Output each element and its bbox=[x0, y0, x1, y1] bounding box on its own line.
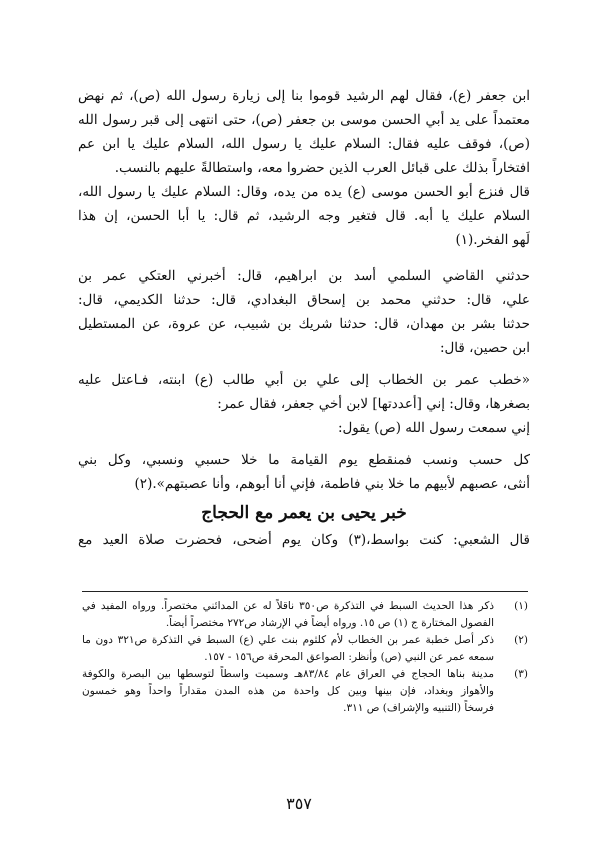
footnote-line: والأهواز وبغداد، فإن بينها وبين كل واحدة من هذه المدن مقداراً واحداً وهو خمسون bbox=[82, 685, 494, 697]
paragraph-2 bbox=[78, 180, 530, 252]
footnote-3 bbox=[82, 666, 528, 717]
main-text-block bbox=[78, 84, 530, 552]
page-number: ٣٥٧ bbox=[286, 794, 312, 813]
text-line: إني سمعت رسول الله (ص) يقول: bbox=[337, 420, 530, 436]
footnote-line: ذكر أصل خطبة عمر بن الخطاب لأم كلثوم بنت علي (ع) السبط في التذكرة ص٣٢١ دون ما bbox=[82, 634, 494, 646]
section-heading: خبر يحيى بن يعمر مع الحجاج bbox=[201, 503, 407, 523]
footnote-number: (١) bbox=[514, 600, 528, 612]
footnote-number: (٢) bbox=[514, 634, 528, 646]
text-line: كل حسب ونسب فمنقطع يوم القيامة ما خلا حسبي ونسبي، وكل بني bbox=[78, 452, 530, 468]
text-line: «خطب عمر بن الخطاب إلى علي بن أبي طالب (ع) ابنته، فـاعتل عليه bbox=[78, 372, 530, 388]
paragraph-5 bbox=[78, 448, 530, 496]
paragraph-3 bbox=[78, 264, 530, 360]
footnote-line: ذكر هذا الحديث السبط في التذكرة ص٣٥٠ ناقلاً له عن المدائني مختصراً. ورواه المفيد في bbox=[82, 600, 494, 612]
footnote-line: سمعه عمر عن النبي (ص) وأنظر: الصواعق المحرقة ص١٥٦ - ١٥٧. bbox=[204, 651, 494, 663]
footnote-line: الفصول المختارة ج (١) ص ١٥. ورواه أيضاً في الإرشاد ص٢٧٢ مختصراً أيضاً. bbox=[165, 617, 494, 629]
text-line: ابن جعفر (ع)، فقال لهم الرشيد قوموا بنا إلى زيارة رسول الله (ص)، ثم نهض bbox=[78, 88, 530, 104]
footnote-line: مدينة بناها الحجاج في العراق عام ٨٣/٨٤هـ وسميت واسطاً لتوسطها بين البصرة والكوفة bbox=[82, 668, 494, 680]
text-line: لَهو الفخر.(١) bbox=[455, 232, 530, 248]
paragraph-6 bbox=[78, 528, 530, 552]
text-line: افتخاراً بذلك على قبائل العرب الذين حضروا معه، واستطالةً عليهم بالنسب. bbox=[114, 160, 530, 176]
text-line: أنثى، عصبهم لأبيهم ما خلا بني فاطمة، فإني أنا أبوهم، وأنا عصبتهم».(٢) bbox=[134, 476, 530, 492]
text-line: ابن حصين، قال: bbox=[439, 340, 530, 356]
text-line: قال الشعبي: كنت بواسط،(٣) وكان يوم أضحى، فحضرت صلاة العيد مع bbox=[78, 532, 530, 548]
footnote-line: فرسخاً (التنبيه والإشراف) ص ٣١١. bbox=[343, 702, 494, 714]
text-line: السلام عليك يا أبه. قال فتغير وجه الرشيد، ثم قال: يا أبا الحسن، إن هذا bbox=[78, 208, 530, 224]
text-line: (ص)، فوقف عليه فقال: السلام عليك يا رسول الله، السلام عليك يا ابن عم bbox=[78, 136, 530, 152]
paragraph-4 bbox=[78, 368, 530, 440]
text-line: معتمداً على يد أبي الحسن موسى بن جعفر (ص)، حتى انتهى إلى قبر رسول الله bbox=[78, 112, 530, 128]
footnotes bbox=[82, 598, 528, 717]
footnote-number: (٣) bbox=[514, 668, 528, 680]
text-line: حدثني القاضي السلمي أسد بن ابراهيم، قال: أخبرني العتكي عمر بن bbox=[78, 268, 530, 284]
text-line: بصغرها، وقال: إني [أعددتها] لابن أخي جعفر، فقال عمر: bbox=[217, 396, 530, 412]
footnote-2 bbox=[82, 632, 528, 666]
footnote-divider bbox=[82, 591, 528, 592]
paragraph-1 bbox=[78, 84, 530, 180]
text-line: قال فنزع أبو الحسن موسى (ع) يده من يده، وقال: السلام عليك يا رسول الله، bbox=[78, 184, 530, 200]
text-line: علي، قال: حدثني محمد بن إسحاق البغدادي، قال: حدثنا الكديمي، قال: bbox=[78, 292, 530, 308]
footnote-1 bbox=[82, 598, 528, 632]
text-line: حدثنا بشر بن مهدان، قال: حدثنا شريك بن شبيب، عن عروة، عن المستطيل bbox=[78, 316, 530, 332]
